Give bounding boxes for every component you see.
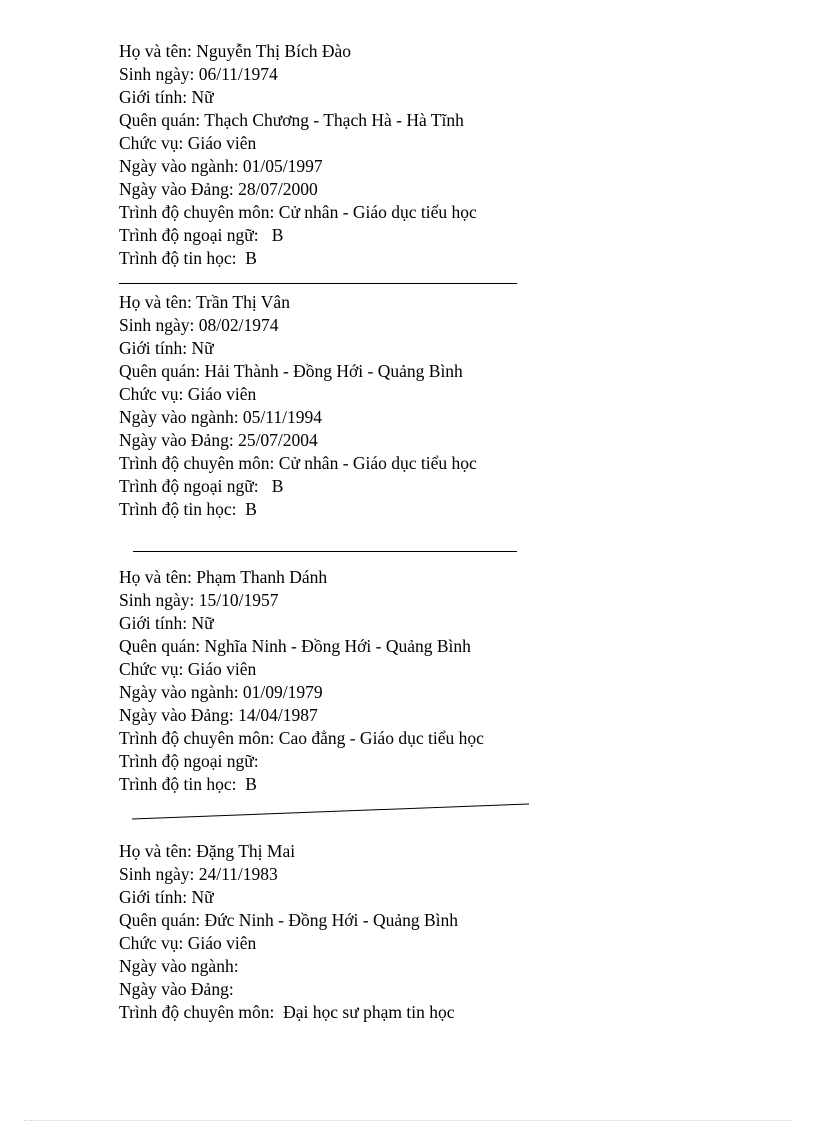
record-4-position: Chức vụ: Giáo viên — [119, 933, 257, 953]
record-1-professional-level: Trình độ chuyên môn: Cử nhân - Giáo dục tiểu học — [119, 202, 477, 222]
record-1-birth-date: Sinh ngày: 06/11/1974 — [119, 64, 278, 84]
record-3-foreign-language-level: Trình độ ngoại ngữ: — [119, 751, 259, 771]
record-3-position: Chức vụ: Giáo viên — [119, 659, 257, 679]
record-2-birth-date: Sinh ngày: 08/02/1974 — [119, 315, 279, 335]
record-2-it-level: Trình độ tin học: B — [119, 499, 257, 519]
record-1-foreign-language-level: Trình độ ngoại ngữ: B — [119, 225, 284, 245]
record-1-position: Chức vụ: Giáo viên — [119, 133, 257, 153]
record-2-industry-entry-date: Ngày vào ngành: 05/11/1994 — [119, 407, 323, 427]
record-3-hometown: Quên quán: Nghĩa Ninh - Đồng Hới - Quảng Bình — [119, 636, 471, 656]
record-2-professional-level: Trình độ chuyên môn: Cử nhân - Giáo dục tiểu học — [119, 453, 477, 473]
record-4-birth-date: Sinh ngày: 24/11/1983 — [119, 864, 278, 884]
record-2-hometown: Quên quán: Hải Thành - Đồng Hới - Quảng Bình — [119, 361, 463, 381]
record-3-party-entry-date: Ngày vào Đảng: 14/04/1987 — [119, 705, 318, 725]
record-3-birth-date: Sinh ngày: 15/10/1957 — [119, 590, 279, 610]
record-1-gender: Giới tính: Nữ — [119, 87, 214, 107]
record-4-party-entry-date: Ngày vào Đảng: — [119, 979, 234, 999]
record-1-it-level: Trình độ tin học: B — [119, 248, 257, 268]
separator-line-3 — [130, 800, 532, 824]
record-3-gender: Giới tính: Nữ — [119, 613, 214, 633]
record-4-professional-level: Trình độ chuyên môn: Đại học sư phạm tin học — [119, 1002, 455, 1022]
record-2-position: Chức vụ: Giáo viên — [119, 384, 257, 404]
record-4-name: Họ và tên: Đặng Thị Mai — [119, 841, 296, 861]
record-2-party-entry-date: Ngày vào Đảng: 25/07/2004 — [119, 430, 318, 450]
record-1-name: Họ và tên: Nguyễn Thị Bích Đào — [119, 41, 351, 61]
record-2-foreign-language-level: Trình độ ngoại ngữ: B — [119, 476, 284, 496]
record-4-gender: Giới tính: Nữ — [119, 887, 214, 907]
record-4-industry-entry-date: Ngày vào ngành: — [119, 956, 239, 976]
page-bottom-border — [24, 1120, 792, 1121]
record-1-hometown: Quên quán: Thạch Chương - Thạch Hà - Hà Tĩnh — [119, 110, 464, 130]
separator-line-1 — [119, 283, 517, 284]
record-1-party-entry-date: Ngày vào Đảng: 28/07/2000 — [119, 179, 318, 199]
record-3-industry-entry-date: Ngày vào ngành: 01/09/1979 — [119, 682, 323, 702]
record-3-name: Họ và tên: Phạm Thanh Dánh — [119, 567, 328, 587]
record-2-name: Họ và tên: Trần Thị Vân — [119, 292, 290, 312]
record-3-professional-level: Trình độ chuyên môn: Cao đẳng - Giáo dục tiểu học — [119, 728, 484, 748]
record-3-it-level: Trình độ tin học: B — [119, 774, 257, 794]
separator-line-2 — [133, 551, 517, 552]
record-1-industry-entry-date: Ngày vào ngành: 01/05/1997 — [119, 156, 323, 176]
record-2-gender: Giới tính: Nữ — [119, 338, 214, 358]
record-4-hometown: Quên quán: Đức Ninh - Đồng Hới - Quảng Bình — [119, 910, 459, 930]
